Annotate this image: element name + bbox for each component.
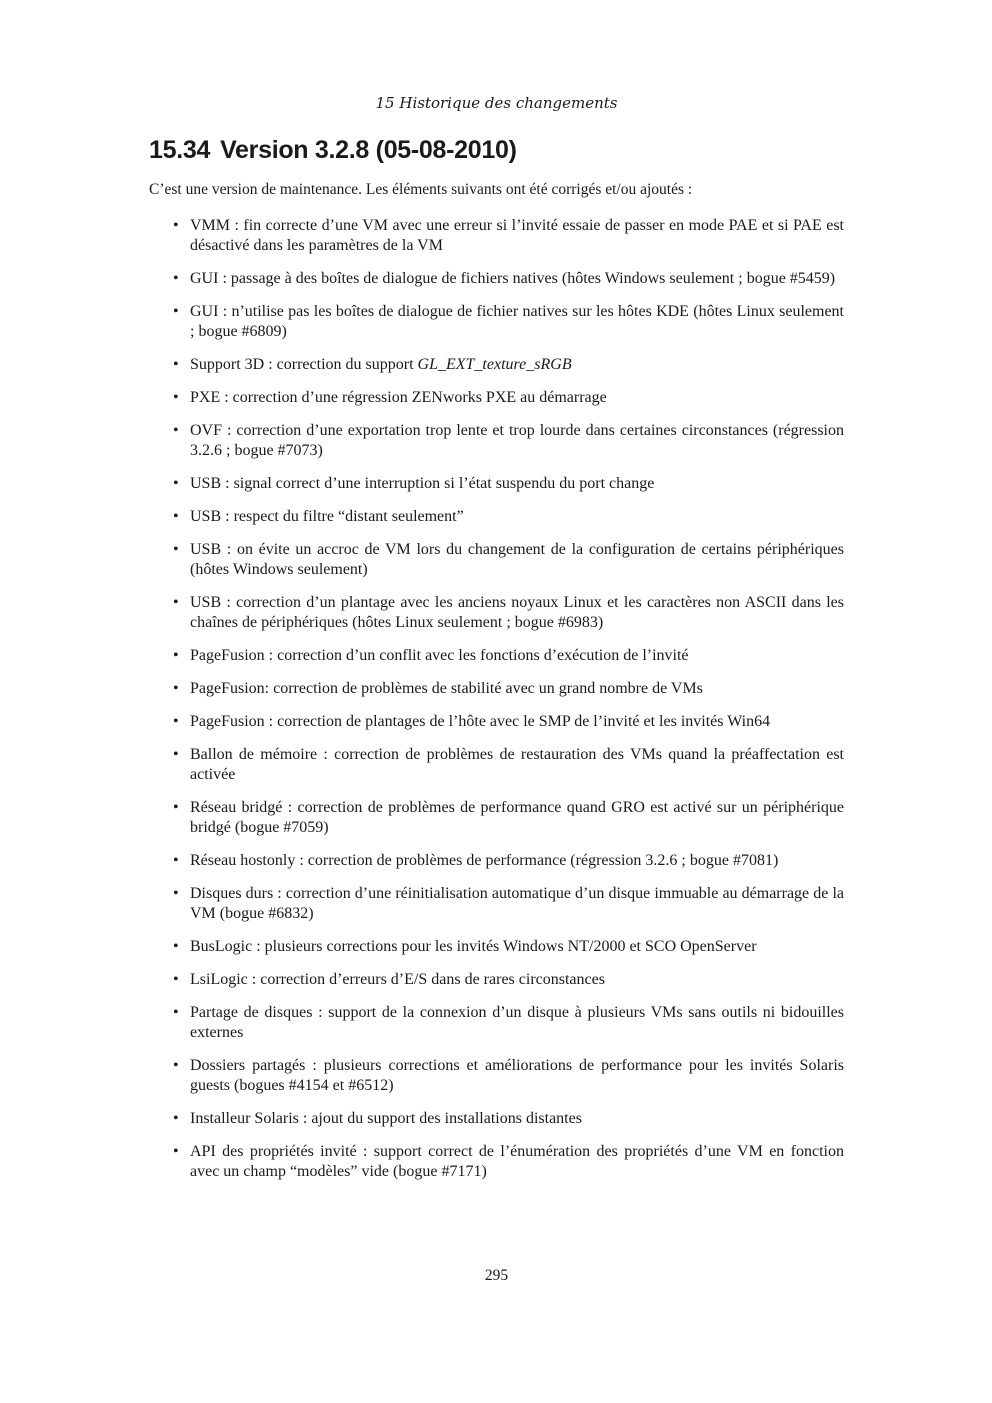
list-item-text: Réseau hostonly : correction de problèmes de performance (régression 3.2.6 ; bogue #7081) [190,852,779,869]
list-item [149,745,844,785]
list-item-text: BusLogic : plusieurs corrections pour les invités Windows NT/2000 et SCO OpenServer [190,938,757,955]
list-item [149,1003,844,1043]
list-item-text: USB : respect du filtre “distant seulement” [190,508,464,525]
list-item [149,593,844,633]
bullet-icon: • [173,680,179,697]
list-item-text: PageFusion: correction de problèmes de stabilité avec un grand nombre de VMs [190,680,703,697]
list-item-emphasis: GL_EXT_texture_sRGB [417,356,572,373]
bullet-icon: • [173,270,179,287]
bullet-icon: • [173,1004,179,1021]
list-item-text: GUI : passage à des boîtes de dialogue de fichiers natives (hôtes Windows seulement ; bogue #5459) [190,270,836,287]
bullet-icon: • [173,971,179,988]
changelog-list [149,216,844,1195]
list-item [149,540,844,580]
bullet-icon: • [173,541,179,558]
list-item [149,1109,844,1129]
list-item-text: API des propriétés invité : support correct de l’énumération des propriétés d’une VM en fonction avec un champ “modèles” vide (bogue #7171) [190,1143,844,1180]
bullet-icon: • [173,799,179,816]
list-item [149,851,844,871]
bullet-icon: • [173,1057,179,1074]
list-item [149,884,844,924]
list-item [149,507,844,527]
bullet-icon: • [173,508,179,525]
bullet-icon: • [173,356,179,373]
section-title: Version 3.2.8 (05-08-2010) [220,136,517,164]
list-item [149,798,844,838]
section-heading [149,136,517,165]
list-item-text: Ballon de mémoire : correction de problèmes de restauration des VMs quand la préaffectation est activée [190,746,844,783]
bullet-icon: • [173,217,179,234]
list-item [149,712,844,732]
list-item [149,388,844,408]
intro-paragraph: C’est une version de maintenance. Les éléments suivants ont été corrigés et/ou ajoutés : [149,181,693,198]
list-item-text: LsiLogic : correction d’erreurs d’E/S dans de rares circonstances [190,971,605,988]
bullet-icon: • [173,885,179,902]
section-number: 15.34 [149,136,211,164]
list-item [149,269,844,289]
list-item-text: GUI : n’utilise pas les boîtes de dialogue de fichier natives sur les hôtes KDE (hôtes Linux seulement ; bogue #6809) [190,303,844,340]
list-item-text: OVF : correction d’une exportation trop lente et trop lourde dans certaines circonstances (régression 3.2.6 ; bogue #7073) [190,422,844,459]
bullet-icon: • [173,303,179,320]
list-item [149,937,844,957]
running-header: 15 Historique des changements [375,94,618,112]
list-item-text: Support 3D : correction du support [190,356,418,373]
bullet-icon: • [173,1143,179,1160]
list-item-text: VMM : fin correcte d’une VM avec une erreur si l’invité essaie de passer en mode PAE et si PAE est désactivé dans les paramètres de la VM [190,217,844,254]
bullet-icon: • [173,389,179,406]
list-item [149,421,844,461]
list-item-text: PXE : correction d’une régression ZENworks PXE au démarrage [190,389,607,406]
list-item-text: USB : signal correct d’une interruption si l’état suspendu du port change [190,475,655,492]
list-item-text: Partage de disques : support de la connexion d’un disque à plusieurs VMs sans outils ni bidouilles externes [190,1004,844,1041]
bullet-icon: • [173,746,179,763]
list-item [149,679,844,699]
list-item [149,970,844,990]
list-item [149,646,844,666]
bullet-icon: • [173,713,179,730]
bullet-icon: • [173,475,179,492]
list-item-text: Réseau bridgé : correction de problèmes de performance quand GRO est activé sur un périphérique bridgé (bogue #7059) [190,799,844,836]
list-item-text: Dossiers partagés : plusieurs corrections et améliorations de performance pour les invités Solaris guests (bogues #4154 et #6512) [190,1057,844,1094]
bullet-icon: • [173,938,179,955]
page-number: 295 [484,1267,509,1284]
bullet-icon: • [173,594,179,611]
list-item-text: PageFusion : correction de plantages de l’hôte avec le SMP de l’invité et les invités Win64 [190,713,771,730]
list-item [149,216,844,256]
list-item-text: PageFusion : correction d’un conflit avec les fonctions d’exécution de l’invité [190,647,689,664]
bullet-icon: • [173,422,179,439]
bullet-icon: • [173,852,179,869]
list-item-text: Disques durs : correction d’une réinitialisation automatique d’un disque immuable au démarrage de la VM (bogue #6832) [190,885,844,922]
list-item [149,355,844,375]
list-item-text: USB : correction d’un plantage avec les anciens noyaux Linux et les caractères non ASCII dans les chaînes de périphériques (hôtes Linux seulement ; bogue #6983) [190,594,844,631]
bullet-icon: • [173,1110,179,1127]
list-item-text: USB : on évite un accroc de VM lors du changement de la configuration de certains périphériques (hôtes Windows seulement) [190,541,844,578]
list-item [149,302,844,342]
list-item-text: Installeur Solaris : ajout du support des installations distantes [190,1110,582,1127]
list-item [149,1056,844,1096]
bullet-icon: • [173,647,179,664]
list-item [149,1142,844,1182]
list-item [149,474,844,494]
